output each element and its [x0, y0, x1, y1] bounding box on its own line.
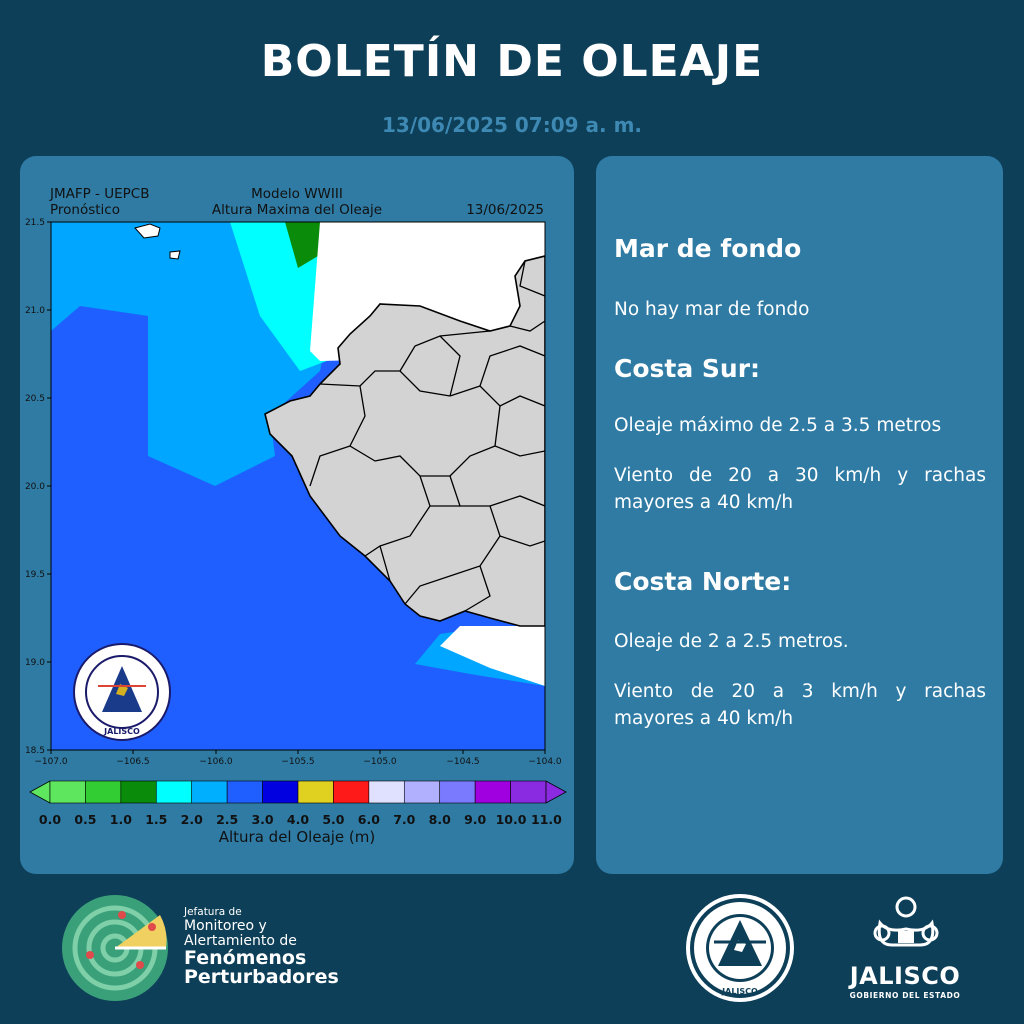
colorbar-tick-label: 11.0 [531, 812, 562, 827]
costa-norte-heading: Costa Norte: [614, 567, 792, 596]
y-tick-label: 21.5 [24, 218, 45, 228]
x-tick-label: −106.0 [199, 757, 233, 767]
colorbar-cell [333, 781, 368, 803]
mar-de-fondo-heading: Mar de fondo [614, 234, 802, 263]
costa-sur-viento: Viento de 20 a 30 km/h y rachas mayores a 40 km/h [614, 465, 986, 513]
colorbar-cell [121, 781, 156, 803]
wave-height-map [20, 156, 574, 874]
colorbar-cell [263, 781, 298, 803]
colorbar-tick-label: 7.0 [393, 812, 416, 827]
map-header-variable: Altura Maxima del Oleaje [211, 202, 383, 218]
costa-norte-oleaje: Oleaje de 2 a 2.5 metros. [614, 631, 849, 652]
seal-bottom-text: JALISCO [104, 727, 140, 736]
jalisco-crest-icon [866, 893, 946, 957]
colorbar-tick-label: 2.5 [216, 812, 239, 827]
x-tick-label: −104.5 [446, 757, 480, 767]
colorbar-tick-label: 2.0 [180, 812, 203, 827]
colorbar-cell [404, 781, 439, 803]
colorbar [30, 781, 566, 803]
footer-seal-bottom-text: JALISCO [722, 987, 758, 996]
jefatura-line1: Monitoreo y [184, 918, 267, 934]
x-tick-label: −106.5 [116, 757, 150, 767]
page-title: BOLETÍN DE OLEAJE [260, 36, 764, 87]
map-header-type: Pronóstico [50, 202, 120, 218]
x-tick-label: −105.0 [363, 757, 397, 767]
colorbar-arrow-right [546, 781, 566, 803]
costa-norte-viento: Viento de 20 a 3 km/h y rachas mayores a 40 km/h [614, 681, 986, 729]
y-tick-label: 20.5 [24, 394, 45, 404]
colorbar-cell [475, 781, 510, 803]
colorbar-tick-label: 3.0 [251, 812, 274, 827]
y-tick-label: 21.0 [24, 306, 45, 316]
protection-civil-footer-seal [684, 892, 796, 1004]
jefatura-line3: Fenómenos [184, 947, 307, 969]
protection-civil-seal [74, 644, 170, 740]
colorbar-tick-label: 0.5 [74, 812, 97, 827]
map-x-axis [34, 750, 562, 767]
colorbar-cell [369, 781, 404, 803]
colorbar-tick-label: 0.0 [38, 812, 62, 827]
x-tick-label: −105.5 [281, 757, 315, 767]
colorbar-tick-label: 4.0 [286, 812, 310, 827]
colorbar-cell [298, 781, 333, 803]
colorbar-cell [85, 781, 120, 803]
x-tick-label: −107.0 [34, 757, 68, 767]
colorbar-tick-label: 10.0 [495, 812, 527, 827]
colorbar-tick-label: 9.0 [464, 812, 487, 827]
jefatura-small-text: Jefatura de [184, 906, 242, 918]
jefatura-radar-logo [60, 893, 170, 1003]
bulletin-datetime: 13/06/2025 07:09 a. m. [381, 113, 643, 137]
map-panel [20, 156, 574, 874]
colorbar-cell [440, 781, 475, 803]
map-y-axis [25, 218, 51, 756]
colorbar-tick-label: 5.0 [322, 812, 345, 827]
map-header-org: JMAFP - UEPCB [50, 186, 150, 202]
island-2 [170, 251, 180, 259]
y-tick-label: 18.5 [24, 746, 45, 756]
jefatura-line2: Alertamiento de [184, 933, 297, 949]
colorbar-cell [156, 781, 191, 803]
forecast-text-panel [596, 156, 1003, 874]
jalisco-subtitle: GOBIERNO DEL ESTADO [849, 991, 961, 1000]
map-header-date: 13/06/2025 [466, 202, 544, 218]
colorbar-cell [227, 781, 262, 803]
costa-sur-oleaje: Oleaje máximo de 2.5 a 3.5 metros [614, 415, 942, 436]
y-tick-label: 20.0 [24, 482, 45, 492]
map-header-model: Modelo WWIII [251, 186, 343, 202]
jalisco-name: JALISCO [849, 962, 961, 990]
colorbar-tick-label: 8.0 [428, 812, 451, 827]
mar-de-fondo-text: No hay mar de fondo [614, 299, 810, 320]
jefatura-line4: Perturbadores [184, 966, 339, 988]
y-tick-label: 19.5 [24, 570, 45, 580]
colorbar-tick-label: 6.0 [357, 812, 380, 827]
colorbar-arrow-left [30, 781, 50, 803]
colorbar-tick-label: 1.0 [109, 812, 132, 827]
colorbar-cell [192, 781, 227, 803]
y-tick-label: 19.0 [24, 658, 45, 668]
x-tick-label: −104.0 [528, 757, 562, 767]
colorbar-tick-label: 1.5 [145, 812, 168, 827]
colorbar-cell [511, 781, 546, 803]
colorbar-title: Altura del Oleaje (m) [218, 828, 376, 846]
costa-sur-heading: Costa Sur: [614, 354, 761, 383]
colorbar-cell [50, 781, 85, 803]
